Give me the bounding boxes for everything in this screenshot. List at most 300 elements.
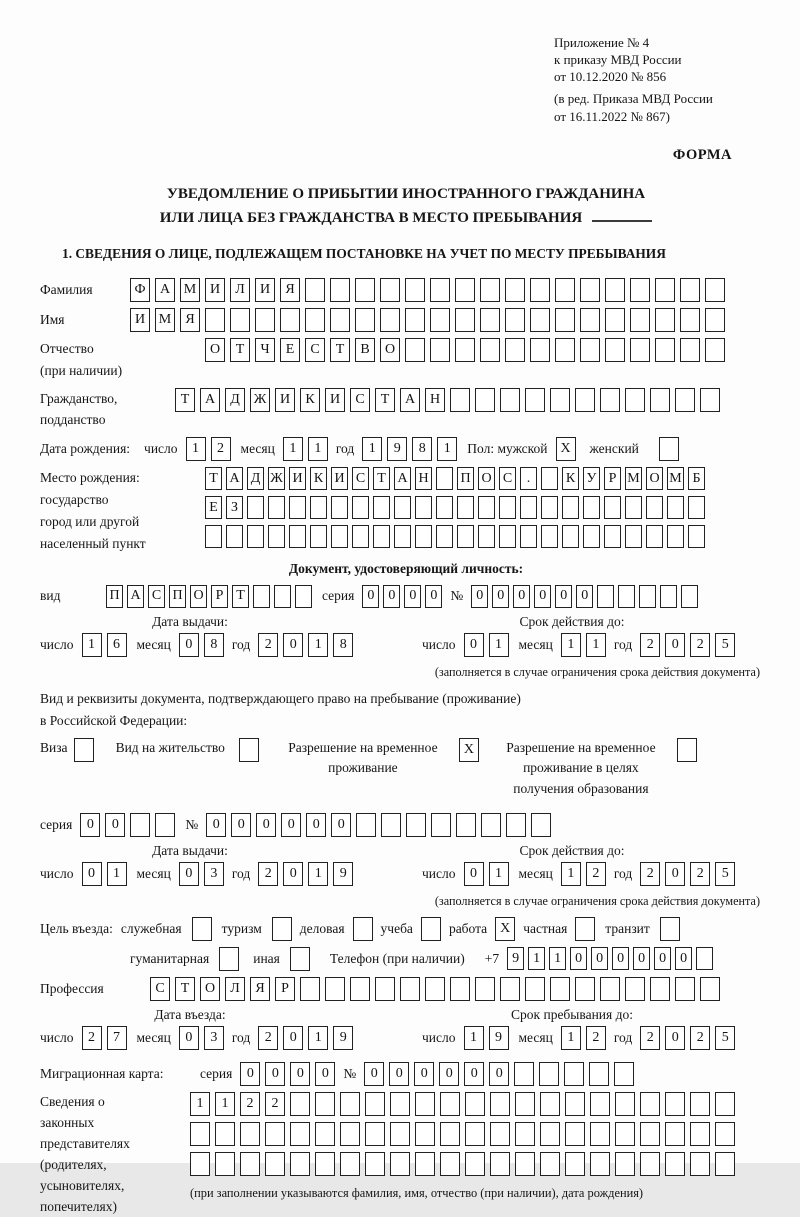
form-cell[interactable] [465, 1122, 485, 1146]
form-cell[interactable] [325, 977, 345, 1001]
form-cell[interactable] [605, 338, 625, 362]
form-cell[interactable] [646, 496, 663, 519]
form-cell[interactable]: 0 [665, 1026, 685, 1050]
surname-cells[interactable] [130, 278, 725, 302]
sex-male-checkbox[interactable] [556, 437, 576, 461]
form-cell[interactable] [605, 278, 625, 302]
form-cell[interactable] [465, 1092, 485, 1116]
form-cell[interactable] [565, 1152, 585, 1176]
form-cell[interactable] [247, 525, 264, 548]
form-cell[interactable] [365, 1152, 385, 1176]
form-cell[interactable]: 0 [80, 813, 100, 837]
res-issue-year-cells[interactable] [258, 862, 353, 886]
form-cell[interactable] [340, 1122, 360, 1146]
form-cell[interactable] [700, 388, 720, 412]
form-cell[interactable] [650, 977, 670, 1001]
form-cell[interactable]: Т [330, 338, 350, 362]
form-cell[interactable]: Л [230, 278, 250, 302]
form-cell[interactable]: 0 [612, 947, 629, 970]
form-cell[interactable]: 9 [489, 1026, 509, 1050]
form-cell[interactable] [580, 278, 600, 302]
form-cell[interactable] [480, 308, 500, 332]
form-cell[interactable] [541, 467, 558, 490]
form-cell[interactable] [640, 1122, 660, 1146]
form-cell[interactable]: 5 [715, 1026, 735, 1050]
form-cell[interactable] [340, 1092, 360, 1116]
form-cell[interactable] [555, 308, 575, 332]
form-cell[interactable] [390, 1152, 410, 1176]
form-cell[interactable]: Я [280, 278, 300, 302]
form-cell[interactable]: 9 [333, 862, 353, 886]
form-cell[interactable] [280, 308, 300, 332]
form-cell[interactable] [646, 525, 663, 548]
form-cell[interactable]: С [352, 467, 369, 490]
form-cell[interactable] [300, 977, 320, 1001]
form-cell[interactable] [490, 1092, 510, 1116]
form-cell[interactable]: Т [232, 585, 249, 608]
form-cell[interactable] [639, 585, 656, 608]
form-cell[interactable]: У [583, 467, 600, 490]
form-cell[interactable]: И [331, 467, 348, 490]
form-cell[interactable]: 0 [105, 813, 125, 837]
phone-cells[interactable] [507, 947, 713, 970]
form-cell[interactable] [457, 496, 474, 519]
id-issue-month-cells[interactable] [179, 633, 224, 657]
purpose-work-checkbox[interactable] [495, 917, 515, 941]
form-cell[interactable] [660, 585, 677, 608]
form-cell[interactable] [715, 1092, 735, 1116]
form-cell[interactable] [226, 525, 243, 548]
form-cell[interactable]: Д [247, 467, 264, 490]
form-cell[interactable] [380, 278, 400, 302]
form-cell[interactable] [615, 1092, 635, 1116]
legal-reps-row2-cells[interactable] [190, 1122, 735, 1146]
form-cell[interactable]: 1 [308, 437, 328, 461]
form-cell[interactable]: К [562, 467, 579, 490]
form-cell[interactable]: К [310, 467, 327, 490]
form-cell[interactable] [550, 388, 570, 412]
form-cell[interactable] [597, 585, 614, 608]
form-cell[interactable]: 2 [586, 1026, 606, 1050]
form-cell[interactable]: 1 [107, 862, 127, 886]
temp-residence-edu-checkbox[interactable] [677, 738, 697, 762]
form-cell[interactable] [520, 525, 537, 548]
form-cell[interactable] [289, 525, 306, 548]
form-cell[interactable] [540, 1152, 560, 1176]
form-cell[interactable] [219, 947, 239, 971]
form-cell[interactable]: А [226, 467, 243, 490]
form-cell[interactable]: 0 [383, 585, 400, 608]
form-cell[interactable] [455, 338, 475, 362]
form-cell[interactable]: И [325, 388, 345, 412]
id-issue-day-cells[interactable] [82, 633, 127, 657]
form-cell[interactable]: 0 [665, 862, 685, 886]
form-cell[interactable]: 0 [665, 633, 685, 657]
form-cell[interactable] [394, 525, 411, 548]
form-cell[interactable] [465, 1152, 485, 1176]
form-cell[interactable] [240, 1122, 260, 1146]
form-cell[interactable] [650, 388, 670, 412]
form-cell[interactable] [540, 1092, 560, 1116]
form-cell[interactable]: 1 [283, 437, 303, 461]
form-cell[interactable]: С [499, 467, 516, 490]
form-cell[interactable]: А [394, 467, 411, 490]
res-issue-day-cells[interactable] [82, 862, 127, 886]
form-cell[interactable]: И [275, 388, 295, 412]
form-cell[interactable] [315, 1152, 335, 1176]
temp-residence-checkbox[interactable] [459, 738, 479, 762]
form-cell[interactable] [478, 525, 495, 548]
form-cell[interactable] [440, 1122, 460, 1146]
form-cell[interactable] [555, 278, 575, 302]
form-cell[interactable] [265, 1122, 285, 1146]
form-cell[interactable] [415, 1092, 435, 1116]
form-cell[interactable]: 1 [215, 1092, 235, 1116]
form-cell[interactable]: 1 [489, 633, 509, 657]
form-cell[interactable]: О [200, 977, 220, 1001]
form-cell[interactable]: 1 [561, 1026, 581, 1050]
doc-number-cells[interactable] [471, 585, 698, 608]
form-cell[interactable] [290, 1092, 310, 1116]
form-cell[interactable] [514, 1062, 534, 1086]
form-cell[interactable] [315, 1092, 335, 1116]
form-cell[interactable]: 8 [333, 633, 353, 657]
form-cell[interactable]: Л [225, 977, 245, 1001]
form-cell[interactable] [331, 525, 348, 548]
legal-reps-row3-cells[interactable] [190, 1152, 735, 1176]
form-cell[interactable] [555, 338, 575, 362]
form-cell[interactable] [455, 308, 475, 332]
form-cell[interactable] [530, 338, 550, 362]
form-cell[interactable] [665, 1152, 685, 1176]
form-cell[interactable] [600, 388, 620, 412]
form-cell[interactable] [475, 388, 495, 412]
purpose-transit-checkbox[interactable] [660, 917, 680, 941]
doc-kind-cells[interactable] [106, 585, 312, 608]
form-cell[interactable] [481, 813, 501, 837]
form-cell[interactable]: М [155, 308, 175, 332]
form-cell[interactable] [425, 977, 445, 1001]
form-cell[interactable] [305, 278, 325, 302]
form-cell[interactable]: М [667, 467, 684, 490]
form-cell[interactable]: 0 [404, 585, 421, 608]
form-cell[interactable] [625, 496, 642, 519]
form-cell[interactable] [530, 308, 550, 332]
entry-month-cells[interactable] [179, 1026, 224, 1050]
form-cell[interactable] [575, 917, 595, 941]
form-cell[interactable]: 0 [633, 947, 650, 970]
form-cell[interactable] [290, 1122, 310, 1146]
form-cell[interactable] [564, 1062, 584, 1086]
form-cell[interactable]: С [350, 388, 370, 412]
form-cell[interactable] [506, 813, 526, 837]
form-cell[interactable] [490, 1152, 510, 1176]
form-cell[interactable] [247, 496, 264, 519]
form-cell[interactable] [355, 278, 375, 302]
form-cell[interactable] [440, 1092, 460, 1116]
birthplace-row3-cells[interactable] [205, 525, 705, 548]
form-cell[interactable] [350, 977, 370, 1001]
form-cell[interactable]: 2 [690, 633, 710, 657]
form-cell[interactable] [315, 1122, 335, 1146]
form-cell[interactable] [430, 278, 450, 302]
form-cell[interactable]: 0 [364, 1062, 384, 1086]
form-cell[interactable] [490, 1122, 510, 1146]
form-cell[interactable]: С [148, 585, 165, 608]
form-cell[interactable] [580, 338, 600, 362]
form-cell[interactable]: 3 [204, 862, 224, 886]
form-cell[interactable] [505, 278, 525, 302]
form-cell[interactable]: 9 [387, 437, 407, 461]
form-cell[interactable]: 8 [412, 437, 432, 461]
form-cell[interactable] [505, 308, 525, 332]
form-cell[interactable]: З [226, 496, 243, 519]
form-cell[interactable]: Т [375, 388, 395, 412]
form-cell[interactable]: В [355, 338, 375, 362]
form-cell[interactable] [205, 525, 222, 548]
form-cell[interactable] [604, 525, 621, 548]
form-cell[interactable] [375, 977, 395, 1001]
form-cell[interactable] [373, 496, 390, 519]
form-cell[interactable] [436, 525, 453, 548]
form-cell[interactable] [530, 278, 550, 302]
form-cell[interactable] [690, 1152, 710, 1176]
form-cell[interactable] [667, 496, 684, 519]
entry-year-cells[interactable] [258, 1026, 353, 1050]
form-cell[interactable] [450, 388, 470, 412]
form-cell[interactable] [655, 278, 675, 302]
form-cell[interactable] [215, 1122, 235, 1146]
form-cell[interactable] [688, 496, 705, 519]
form-cell[interactable]: 0 [570, 947, 587, 970]
form-cell[interactable]: 0 [555, 585, 572, 608]
form-cell[interactable]: 0 [82, 862, 102, 886]
form-cell[interactable] [580, 308, 600, 332]
form-cell[interactable] [562, 525, 579, 548]
form-cell[interactable]: 0 [306, 813, 326, 837]
form-cell[interactable]: 0 [206, 813, 226, 837]
form-cell[interactable]: 7 [107, 1026, 127, 1050]
form-cell[interactable]: 0 [591, 947, 608, 970]
form-cell[interactable] [630, 338, 650, 362]
form-cell[interactable]: 2 [240, 1092, 260, 1116]
res-valid-year-cells[interactable] [640, 862, 735, 886]
form-cell[interactable]: Т [205, 467, 222, 490]
form-cell[interactable]: 5 [715, 633, 735, 657]
doc-series-cells[interactable] [362, 585, 442, 608]
form-cell[interactable] [74, 738, 94, 762]
form-cell[interactable]: Я [180, 308, 200, 332]
stay-year-cells[interactable] [640, 1026, 735, 1050]
form-cell[interactable] [630, 308, 650, 332]
birth-year-cells[interactable] [362, 437, 457, 461]
stay-month-cells[interactable] [561, 1026, 606, 1050]
form-cell[interactable] [415, 1152, 435, 1176]
sex-female-checkbox[interactable] [659, 437, 679, 461]
form-cell[interactable] [625, 525, 642, 548]
form-cell[interactable] [680, 278, 700, 302]
form-cell[interactable] [373, 525, 390, 548]
form-cell[interactable]: С [150, 977, 170, 1001]
form-cell[interactable] [665, 1092, 685, 1116]
form-cell[interactable]: X [495, 917, 515, 941]
form-cell[interactable]: А [127, 585, 144, 608]
form-cell[interactable]: Д [225, 388, 245, 412]
profession-cells[interactable] [150, 977, 720, 1001]
form-cell[interactable] [705, 278, 725, 302]
form-cell[interactable] [505, 338, 525, 362]
form-cell[interactable]: 0 [576, 585, 593, 608]
form-cell[interactable]: П [457, 467, 474, 490]
form-cell[interactable] [541, 496, 558, 519]
form-cell[interactable]: 0 [492, 585, 509, 608]
form-cell[interactable] [436, 496, 453, 519]
form-cell[interactable] [675, 977, 695, 1001]
birthplace-row1-cells[interactable] [205, 467, 705, 490]
form-cell[interactable]: 9 [333, 1026, 353, 1050]
form-cell[interactable]: 0 [362, 585, 379, 608]
form-cell[interactable] [190, 1152, 210, 1176]
form-cell[interactable] [515, 1122, 535, 1146]
form-cell[interactable] [430, 338, 450, 362]
form-cell[interactable] [215, 1152, 235, 1176]
form-cell[interactable] [630, 278, 650, 302]
form-cell[interactable] [205, 308, 225, 332]
form-cell[interactable] [290, 947, 310, 971]
form-cell[interactable]: 2 [265, 1092, 285, 1116]
birth-day-cells[interactable] [186, 437, 231, 461]
form-cell[interactable] [550, 977, 570, 1001]
form-cell[interactable]: 1 [362, 437, 382, 461]
form-cell[interactable] [625, 388, 645, 412]
form-cell[interactable]: 0 [240, 1062, 260, 1086]
form-cell[interactable] [525, 977, 545, 1001]
form-cell[interactable]: 0 [464, 862, 484, 886]
form-cell[interactable]: 2 [640, 862, 660, 886]
form-cell[interactable]: 1 [489, 862, 509, 886]
form-cell[interactable]: 2 [258, 1026, 278, 1050]
form-cell[interactable]: 0 [464, 1062, 484, 1086]
form-cell[interactable] [456, 813, 476, 837]
form-cell[interactable]: Ж [250, 388, 270, 412]
form-cell[interactable]: 0 [179, 862, 199, 886]
form-cell[interactable] [380, 308, 400, 332]
form-cell[interactable] [240, 1152, 260, 1176]
form-cell[interactable] [268, 525, 285, 548]
form-cell[interactable]: 1 [586, 633, 606, 657]
form-cell[interactable]: О [190, 585, 207, 608]
form-cell[interactable] [565, 1122, 585, 1146]
form-cell[interactable]: 2 [586, 862, 606, 886]
form-cell[interactable] [540, 1122, 560, 1146]
purpose-official-checkbox[interactable] [192, 917, 212, 941]
form-cell[interactable] [330, 308, 350, 332]
form-cell[interactable]: 1 [528, 947, 545, 970]
form-cell[interactable]: 2 [690, 1026, 710, 1050]
form-cell[interactable] [618, 585, 635, 608]
form-cell[interactable] [690, 1092, 710, 1116]
form-cell[interactable] [330, 278, 350, 302]
form-cell[interactable] [604, 496, 621, 519]
form-cell[interactable] [431, 813, 451, 837]
birth-month-cells[interactable] [283, 437, 328, 461]
form-cell[interactable]: 1 [186, 437, 206, 461]
legal-reps-row1-cells[interactable] [190, 1092, 735, 1116]
visa-checkbox[interactable] [74, 738, 94, 762]
form-cell[interactable]: 1 [549, 947, 566, 970]
form-cell[interactable] [499, 496, 516, 519]
form-cell[interactable] [457, 525, 474, 548]
form-cell[interactable] [590, 1122, 610, 1146]
form-cell[interactable]: Р [275, 977, 295, 1001]
form-cell[interactable] [705, 338, 725, 362]
form-cell[interactable] [583, 496, 600, 519]
form-cell[interactable] [310, 525, 327, 548]
form-cell[interactable]: 1 [190, 1092, 210, 1116]
form-cell[interactable]: 0 [425, 585, 442, 608]
form-cell[interactable] [681, 585, 698, 608]
form-cell[interactable] [531, 813, 551, 837]
form-cell[interactable] [310, 496, 327, 519]
form-cell[interactable] [640, 1152, 660, 1176]
form-cell[interactable] [415, 1122, 435, 1146]
form-cell[interactable]: Н [425, 388, 445, 412]
form-cell[interactable] [356, 813, 376, 837]
form-cell[interactable]: Е [205, 496, 222, 519]
res-number-cells[interactable] [206, 813, 551, 837]
form-cell[interactable] [355, 308, 375, 332]
form-cell[interactable]: 0 [179, 633, 199, 657]
form-cell[interactable] [390, 1092, 410, 1116]
form-cell[interactable] [690, 1122, 710, 1146]
form-cell[interactable]: 0 [471, 585, 488, 608]
form-cell[interactable]: Е [280, 338, 300, 362]
form-cell[interactable]: 0 [414, 1062, 434, 1086]
form-cell[interactable]: 1 [308, 633, 328, 657]
form-cell[interactable]: 0 [439, 1062, 459, 1086]
form-cell[interactable] [480, 338, 500, 362]
form-cell[interactable] [478, 496, 495, 519]
form-cell[interactable] [590, 1152, 610, 1176]
form-cell[interactable] [665, 1122, 685, 1146]
form-cell[interactable]: 0 [331, 813, 351, 837]
form-cell[interactable] [455, 278, 475, 302]
form-cell[interactable] [605, 308, 625, 332]
form-cell[interactable]: Т [175, 388, 195, 412]
form-cell[interactable] [190, 1122, 210, 1146]
form-cell[interactable]: 2 [82, 1026, 102, 1050]
form-cell[interactable]: 1 [464, 1026, 484, 1050]
form-cell[interactable]: 6 [107, 633, 127, 657]
form-cell[interactable] [415, 496, 432, 519]
form-cell[interactable] [625, 977, 645, 1001]
form-cell[interactable]: 3 [204, 1026, 224, 1050]
form-cell[interactable] [436, 467, 453, 490]
form-cell[interactable]: Р [604, 467, 621, 490]
form-cell[interactable]: 0 [283, 633, 303, 657]
form-cell[interactable] [583, 525, 600, 548]
form-cell[interactable] [390, 1122, 410, 1146]
form-cell[interactable]: Т [175, 977, 195, 1001]
form-cell[interactable]: Т [230, 338, 250, 362]
form-cell[interactable]: 2 [258, 862, 278, 886]
form-cell[interactable]: . [520, 467, 537, 490]
form-cell[interactable] [365, 1092, 385, 1116]
form-cell[interactable]: 0 [179, 1026, 199, 1050]
form-cell[interactable] [381, 813, 401, 837]
form-cell[interactable] [365, 1122, 385, 1146]
form-cell[interactable]: 0 [534, 585, 551, 608]
